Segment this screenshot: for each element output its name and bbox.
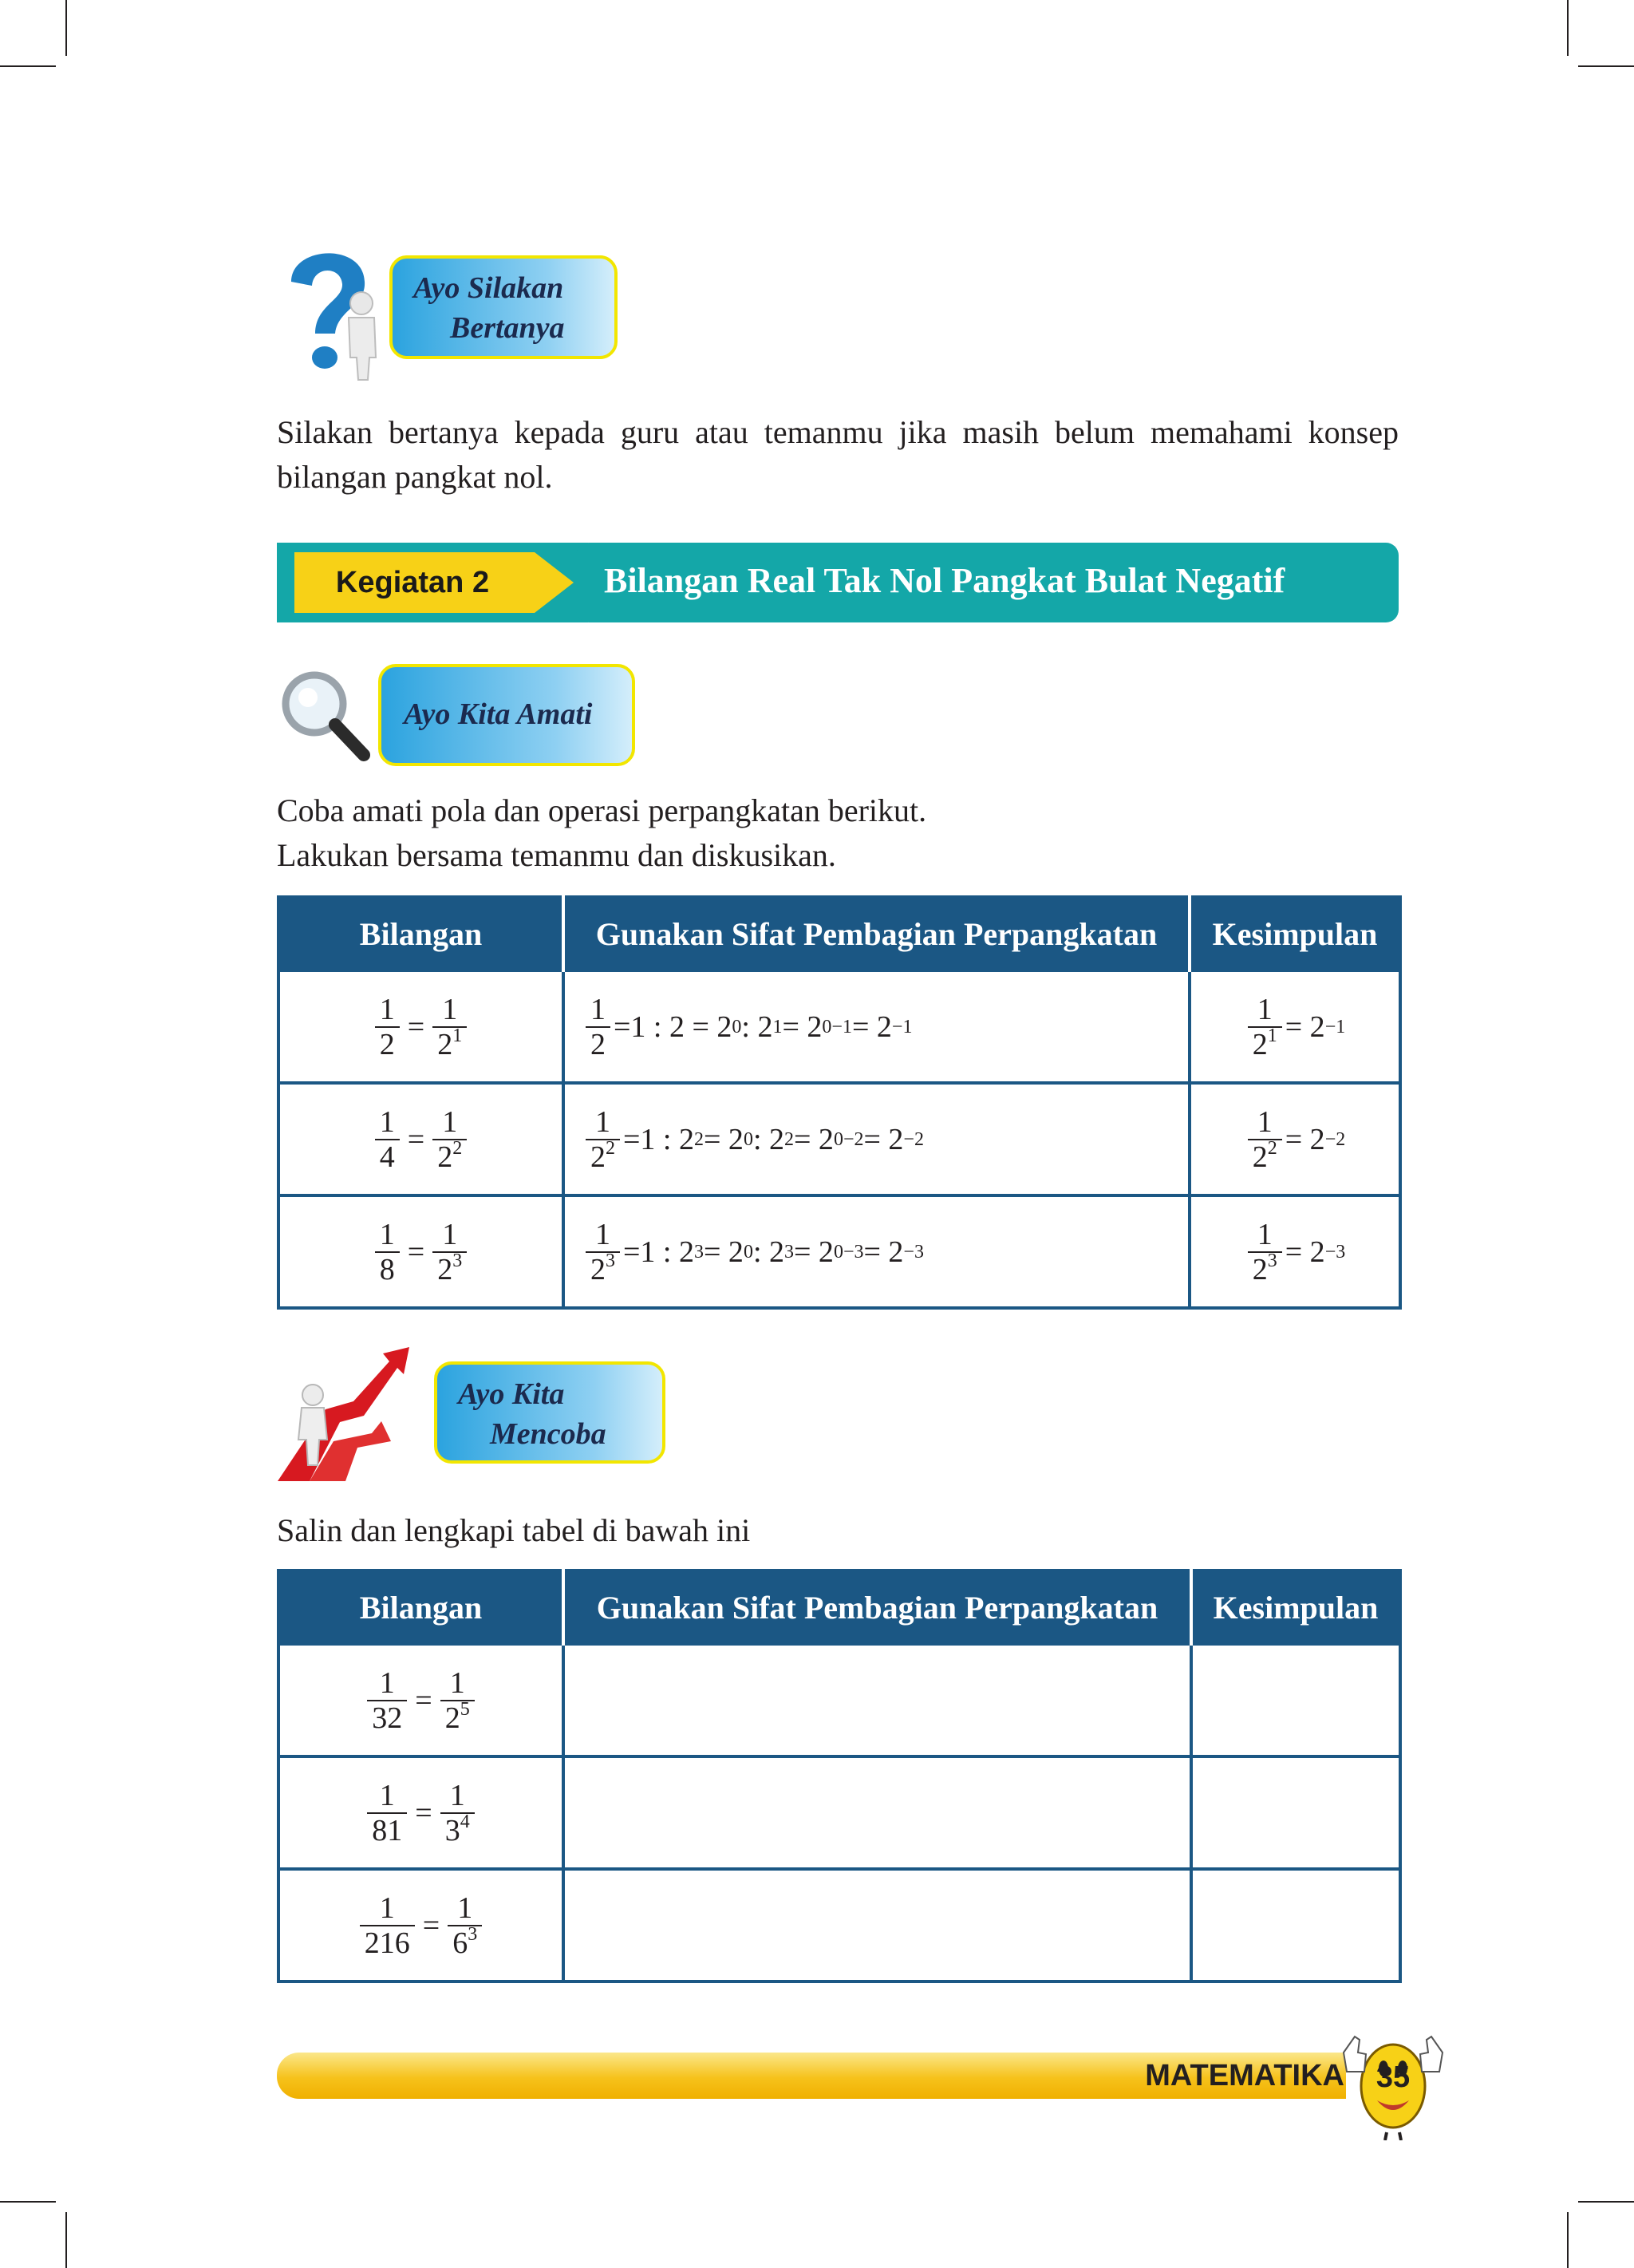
arrows-figure-icon	[278, 1345, 413, 1481]
cell-kesimpulan-empty[interactable]	[1191, 1869, 1400, 1982]
power-base: 2	[437, 1140, 453, 1174]
op-text: : 2	[752, 1123, 784, 1156]
power-exp: 3	[606, 1251, 615, 1271]
frac-num: 1	[1257, 993, 1273, 1026]
cell-operasi-empty[interactable]	[563, 1869, 1191, 1982]
crop-mark	[0, 65, 56, 67]
frac-num: 1	[379, 1891, 395, 1925]
frac-num: 1	[442, 993, 458, 1026]
mencoba-paragraph: Salin dan lengkapi tabel di bawah ini	[277, 1512, 751, 1548]
table-header-row	[278, 897, 1400, 970]
frac-num: 1	[457, 1891, 473, 1925]
op-text: = 2	[863, 1235, 904, 1269]
amati-line-2: Lakukan bersama temanmu dan diskusikan.	[277, 837, 836, 873]
op-text: =1 : 2 = 2	[614, 1010, 732, 1044]
page-number: 35	[1375, 2061, 1411, 2094]
footer-subject: MATEMATIKA	[1145, 2059, 1344, 2092]
power-base: 6	[452, 1926, 468, 1960]
cell-bilangan: $\frac{1}{81}$ = $\frac{1}{3^4}$	[278, 1756, 563, 1869]
cell-operasi: $\frac{1}{2^2}$ =1 : 2 2 = 2 0 : 2 2 = 2 0−2 = 2 −2	[563, 1083, 1190, 1195]
op-text: = 2	[704, 1235, 744, 1269]
cell-kesimpulan: $\frac{1}{2^3}$ = 2 −3	[1190, 1195, 1400, 1308]
power-base: 2	[437, 1028, 453, 1061]
cell-bilangan: $\frac{1}{216}$ = $\frac{1}{6^3}$	[278, 1869, 563, 1982]
power-exp: 2	[606, 1138, 615, 1159]
callout-ayo-silakan-bertanya	[389, 255, 618, 359]
power-base: 3	[444, 1814, 460, 1847]
table-row	[278, 1644, 1400, 1756]
table-row	[278, 1195, 1400, 1308]
op-text: = 2	[794, 1235, 834, 1269]
frac-num: 1	[449, 1779, 465, 1812]
pattern-table	[277, 895, 1402, 1310]
callout-ayo-kita-amati	[378, 664, 635, 766]
op-text: : 2	[741, 1010, 773, 1044]
op-text: =1 : 2	[623, 1235, 694, 1269]
power-base: 2	[590, 1140, 606, 1174]
power-exp: 1	[1267, 1025, 1277, 1046]
crop-mark	[65, 0, 67, 56]
callout-line: Ayo Kita	[458, 1377, 565, 1411]
op-text: = 2	[1285, 1123, 1325, 1156]
cell-bilangan: $\frac{1}{8}$ = $\frac{1}{2^3}$	[278, 1195, 563, 1308]
crop-mark	[1578, 2201, 1634, 2203]
callout-line: Bertanya	[450, 311, 565, 345]
cell-kesimpulan: $\frac{1}{2^2}$ = 2 −2	[1190, 1083, 1400, 1195]
cell-bilangan: $\frac{1}{32}$ = $\frac{1}{2^5}$	[278, 1644, 563, 1756]
callout-ayo-kita-mencoba	[434, 1361, 665, 1464]
power-exp: 3	[1267, 1251, 1277, 1271]
crop-mark	[0, 2201, 56, 2203]
callout-line: Ayo Silakan	[413, 271, 564, 305]
header-kesimpulan: Kesimpulan	[1190, 897, 1400, 970]
frac-num: 1	[449, 1666, 465, 1700]
table-row	[278, 1756, 1400, 1869]
crop-mark	[1567, 0, 1569, 56]
header-sifat: Gunakan Sifat Pembagian Perpangkatan	[563, 1571, 1191, 1644]
power-exp: 5	[460, 1699, 470, 1720]
op-text: = 2	[782, 1010, 823, 1044]
cell-operasi-empty[interactable]	[563, 1756, 1191, 1869]
frac-den: 32	[372, 1701, 403, 1735]
table-row	[278, 970, 1400, 1083]
frac-num: 1	[379, 1666, 395, 1700]
power-exp: 1	[452, 1025, 463, 1046]
op-text: = 2	[851, 1010, 892, 1044]
frac-num: 1	[590, 993, 606, 1026]
frac-num: 1	[442, 1218, 458, 1251]
kegiatan-banner	[277, 543, 1399, 622]
cell-kesimpulan-empty[interactable]	[1191, 1644, 1400, 1756]
power-exp: 4	[460, 1812, 470, 1832]
frac-den: 81	[372, 1814, 403, 1847]
op-text: = 2	[794, 1123, 834, 1156]
frac-num: 1	[379, 1105, 395, 1139]
kegiatan-label: Kegiatan 2	[335, 566, 490, 599]
crop-mark	[1578, 65, 1634, 67]
frac-num: 1	[379, 1218, 395, 1251]
power-base: 2	[444, 1701, 460, 1735]
frac-num: 1	[1257, 1105, 1273, 1139]
frac-num: 1	[379, 993, 395, 1026]
frac-den: 2	[590, 1028, 606, 1061]
cell-operasi: $\frac{1}{2^3}$ =1 : 2 3 = 2 0 : 2 3 = 2 0−3 = 2 −3	[563, 1195, 1190, 1308]
frac-num: 1	[595, 1218, 610, 1251]
amati-line-1: Coba amati pola dan operasi perpangkatan berikut.	[277, 792, 927, 828]
op-text: = 2	[863, 1123, 904, 1156]
header-bilangan: Bilangan	[278, 897, 563, 970]
frac-num: 1	[1257, 1218, 1273, 1251]
frac-num: 1	[442, 1105, 458, 1139]
cell-kesimpulan-empty[interactable]	[1191, 1756, 1400, 1869]
op-text: = 2	[1285, 1235, 1325, 1269]
table-header-row	[278, 1571, 1400, 1644]
power-base: 2	[1252, 1253, 1268, 1286]
table-row	[278, 1869, 1400, 1982]
power-base: 2	[437, 1253, 453, 1286]
frac-den: 8	[379, 1253, 395, 1286]
callout-line: Ayo Kita Amati	[404, 697, 593, 731]
cell-operasi-empty[interactable]	[563, 1644, 1191, 1756]
op-text: =1 : 2	[623, 1123, 694, 1156]
power-base: 2	[590, 1253, 606, 1286]
power-exp: 2	[452, 1138, 463, 1159]
cell-bilangan: $\frac{1}{2}$ = $\frac{1}{2^1}$	[278, 970, 563, 1083]
callout-line: Mencoba	[490, 1417, 606, 1451]
power-base: 2	[1252, 1140, 1268, 1174]
crop-mark	[65, 2212, 67, 2268]
crop-mark	[1567, 2212, 1569, 2268]
frac-den: 2	[379, 1028, 395, 1061]
cell-bilangan: $\frac{1}{4}$ = $\frac{1}{2^2}$	[278, 1083, 563, 1195]
magnifier-icon	[278, 669, 373, 765]
cell-operasi: $\frac{1}{2}$ =1 : 2 = 2 0 : 2 1 = 2 0−1 = 2 −1	[563, 970, 1190, 1083]
kegiatan-title: Bilangan Real Tak Nol Pangkat Bulat Negatif	[576, 543, 1399, 622]
frac-den: 4	[379, 1140, 395, 1174]
power-exp: 3	[452, 1251, 463, 1271]
cell-kesimpulan: $\frac{1}{2^1}$ = 2 −1	[1190, 970, 1400, 1083]
exercise-table	[277, 1569, 1402, 1983]
power-base: 2	[1252, 1028, 1268, 1061]
op-text: : 2	[752, 1235, 784, 1269]
frac-num: 1	[595, 1105, 610, 1139]
power-exp: 2	[1267, 1138, 1277, 1159]
header-kesimpulan: Kesimpulan	[1191, 1571, 1400, 1644]
header-bilangan: Bilangan	[278, 1571, 563, 1644]
frac-num: 1	[379, 1779, 395, 1812]
op-text: = 2	[1285, 1010, 1325, 1044]
table-row	[278, 1083, 1400, 1195]
header-sifat: Gunakan Sifat Pembagian Perpangkatan	[563, 897, 1190, 970]
frac-den: 216	[364, 1926, 410, 1960]
op-text: = 2	[704, 1123, 744, 1156]
bertanya-paragraph: Silakan bertanya kepada guru atau temanmu jika masih belum memahami konsep bilangan pangkat nol.	[277, 414, 1399, 495]
question-figure-icon	[275, 238, 387, 381]
power-exp: 3	[468, 1924, 478, 1945]
